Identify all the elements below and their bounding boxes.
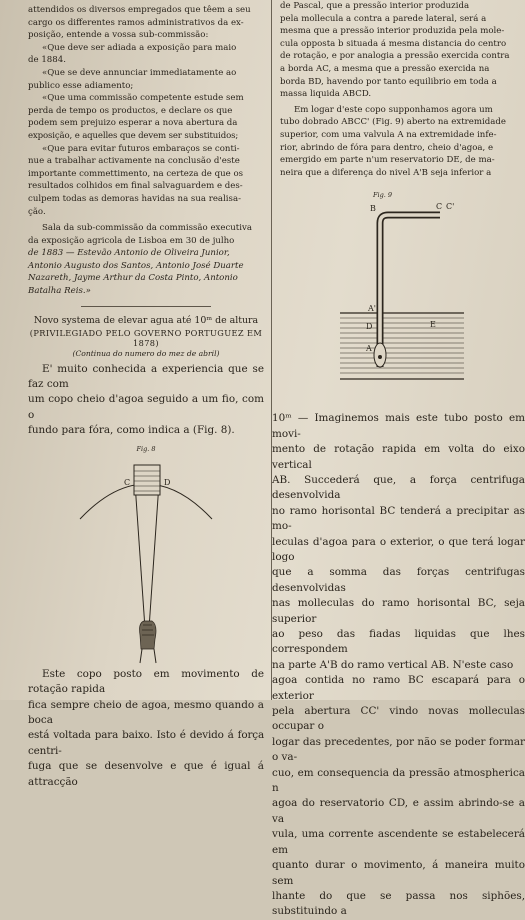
text-line: neira que a diferença do nivel A'B seja inferior a [280,167,492,178]
fig8-letter-c: C [124,477,131,487]
text-line: rior, abrindo de fóra para dentro, cheio d'agoa, e [280,142,494,153]
reservoir [340,313,464,379]
text-line: emergido em parte n'um reservatorio DE, de ma- [280,155,495,166]
string-right [148,483,159,643]
closing-line: de 1883 — Estevão Antonio de Oliveira Junior, [28,248,230,259]
text-line: Em logar d'este copo supponhamos agora um [294,104,493,115]
item-line: de 1884. [28,55,66,66]
bottom-line: está voltada para baixo. Isto é devido á força centri- [28,729,264,757]
fig9-letter-c-prime: C' [446,202,455,212]
figure-8-illustration [28,453,264,663]
text-line: a borda AC, a mesma que a pressão exercida na [280,63,490,74]
hand [140,621,157,649]
text-line: nas molleculas do ramo horisontal BC, seja superior [272,597,525,625]
closing-line: Batalha Reis.» [28,286,91,297]
text-line: de rotação, e por analogia a pressão exercida contra [280,51,510,62]
string-left [135,483,146,643]
text-line: 10ᵐ — Imaginemos mais este tubo posto em movi- [272,412,525,440]
item-line: nue a trabalhar activamente na conclusão d'este [28,156,240,167]
opening-line: cargo os differentes ramos administrativos da ex- [28,17,244,28]
item-line: «Que para evitar futuros embaraços se conti- [42,143,240,154]
text-line: agoa contida no ramo BC escapará para o exterior [272,674,525,702]
intro-line: um copo cheio d'agoa seguido a um fio, com o [28,393,264,421]
continuation-note: (Continua do numero do mez de abril) [72,348,220,358]
text-line: tubo dobrado ABCC' (Fig. 9) aberto na extremidade [280,117,506,128]
text-line: quanto durar o movimento, á maneira muito sem [272,859,525,887]
fig9-letter-b: B [370,204,376,214]
right-body-text [272,411,525,919]
intro-line: E' muito conhecida a experiencia que se faz com [28,362,264,391]
text-line: agoa do reservatorio CD, e assim abrindo-se a va [272,797,525,825]
closing-line: da exposição agricola de Lisboa em 30 de julho [28,235,235,246]
item-line: «Que uma commissão competente estude sem [42,93,244,104]
text-line: ao peso das fiadas liquidas que lhes correspondem [272,628,525,656]
text-line: borda BD, havendo por tanto equilibrio em toda a [280,76,497,87]
bottom-text [28,667,264,790]
cup [134,465,160,495]
item-line: publico esse adiamento; [28,80,134,91]
text-line: que a somma das forças centrifugas desenvolvidas [272,566,525,594]
fig9-letter-e: E [430,320,436,330]
text-line: massa liquida ABCD. [280,89,372,100]
item-line: ção. [28,206,46,217]
closing-line: Nazareth, Jayme Arthur da Costa Pinto, Antonio [28,273,238,284]
fig9-letter-d: D [366,322,373,332]
text-line: pela abertura CC' vindo novas molleculas occupar o [272,705,525,733]
fig9-letter-a: A [366,344,372,354]
arm [140,649,156,663]
text-line: leculas d'agoa para o exterior, o que terá logar logo [272,535,525,563]
item-line: podem sem prejuizo esperar a nova abertura da [28,118,238,129]
closing-line: Sala da sub-commissão da commissão executiva [42,223,252,234]
text-line: no ramo horisontal BC tenderá a precipitar as mo- [272,504,525,533]
item-line: perda de tempo os productos, e declare os que [28,105,233,116]
bottom-line: fuga que se desenvolve e que é igual á attracção [28,760,264,788]
opening-line: attendidos os diversos empregados que têem a seu [28,5,251,15]
item-line: culpem todas as demoras havidas na sua realisa- [28,193,241,204]
text-line: mesma que a pressão interior produzida pela mole- [280,26,505,37]
text-line: cuo, em consequencia da pressão atmospherica n [272,766,525,795]
left-column [28,0,264,788]
item-line: resultados colhidos em final salvaguardem e des- [28,181,243,192]
text-line: pela mollecula a contra a parede lateral, será a [280,13,487,24]
opening-line: posição, entende a vossa sub-commissão: [28,30,209,41]
item-line: «Que se deve annunciar immediatamente ao [42,67,237,78]
bottom-line: fica sempre cheio de agoa, mesmo quando a boca [28,698,264,726]
text-line: cula opposta b situada á mesma distancia do centro [280,38,507,49]
article-title: Novo systema de elevar agua até 10ᵐ de altura [33,314,259,326]
figure-9-label: Fig. 9 [372,191,393,200]
section-rule [81,306,211,307]
item-line: importante commettimento, na certeza de que os [28,168,244,179]
figure-9-illustration [280,199,525,399]
text-line: superior, com uma valvula A na extremidade infe- [280,129,497,140]
fig8-letter-d: D [164,477,171,487]
item-line: exposição, e aquelles que devem ser substituidos; [28,130,239,141]
figure-8-label: Fig. 8 [136,444,156,453]
text-line: lhante do que se passa nos siphões, substituindo a [272,889,525,918]
text-line: na parte A'B do ramo vertical AB. N'este caso [272,658,514,671]
text-line: logar das precedentes, por não se poder formar o va- [272,735,525,764]
text-line: mento de rotação rapida em volta do eixo vertical [272,443,525,471]
item-line: «Que deve ser adiada a exposição para maio [42,42,237,53]
bottom-line: Este copo posto em movimento de rotação rapida [28,667,264,696]
text-line: AB. Succederá que, a força centrifuga desenvolvida [272,473,525,502]
right-column [272,0,525,918]
text-line: vula, uma corrente ascendente se estabelecerá em [272,828,525,856]
intro-text [28,362,264,439]
fig9-letter-c: C [436,202,443,212]
article-subtitle: (PRIVILEGIADO PELO GOVERNO PORTUGUEZ EM 1878) [29,327,263,348]
closing-line: Antonio Augusto dos Santos, Antonio José Duarte [28,260,244,271]
intro-line: fundo para fóra, como indica a (Fig. 8). [28,424,235,437]
text-line: de Pascal, que a pressão interior produzida [280,1,470,11]
fig9-letter-a-prime: A' [368,304,376,314]
bent-tube [380,215,440,367]
